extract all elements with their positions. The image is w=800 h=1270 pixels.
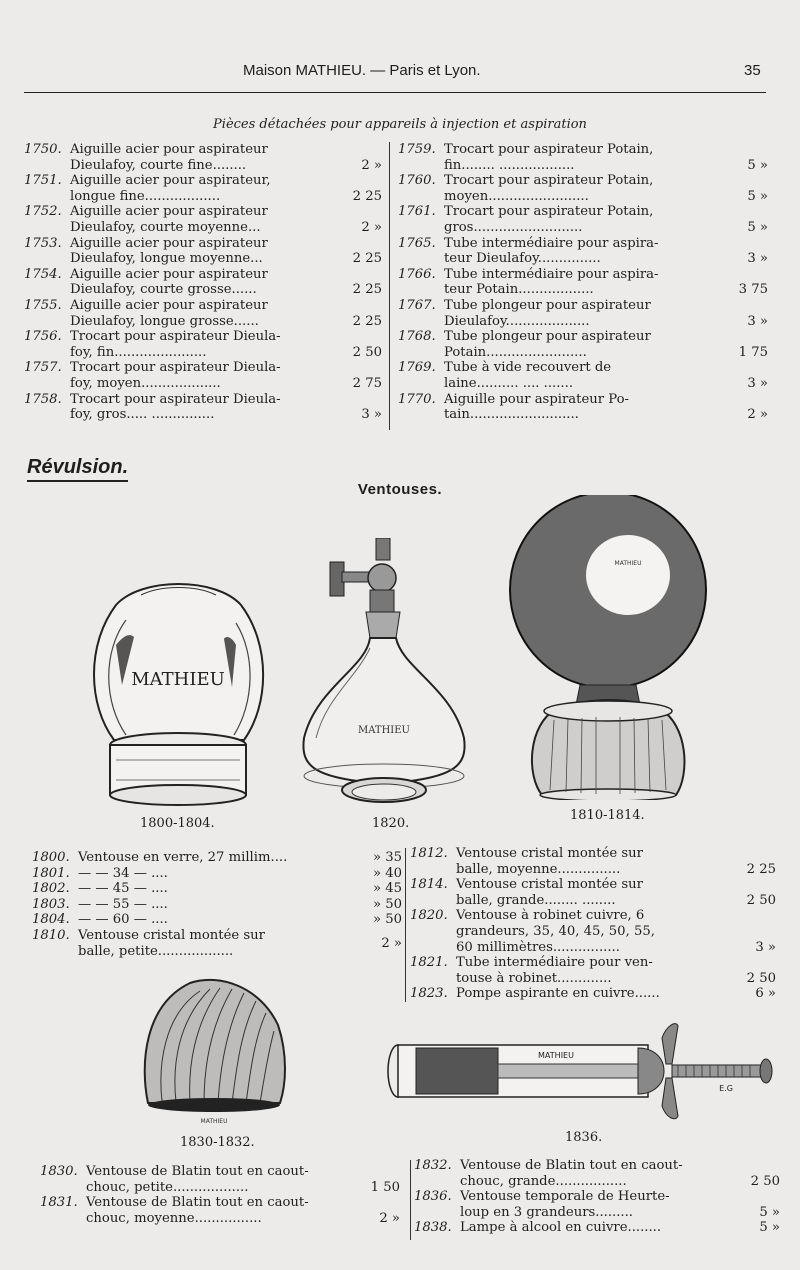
item-description-line: Tube plongeur pour aspirateur: [444, 329, 651, 345]
item-description: [70, 329, 326, 360]
item-price: » 50: [372, 896, 402, 912]
item-description-line: Pompe aspirante en cuivre......: [456, 986, 660, 1002]
caption-1810-1814: 1810-1814.: [570, 808, 645, 823]
item-price: 3 »: [747, 375, 768, 391]
item-number: 1750.: [24, 142, 62, 157]
caption-1830-1832: 1830-1832.: [180, 1135, 255, 1150]
item-number: 1832.: [414, 1158, 452, 1173]
item-description: [78, 928, 338, 959]
item-description: [444, 267, 700, 298]
item-number: 1836.: [414, 1189, 452, 1205]
item-price: 1 75: [738, 344, 768, 360]
item-price: 2 50: [746, 970, 776, 986]
item-price: 2 »: [361, 157, 382, 173]
item-description-line: Dieulafoy, longue grosse......: [70, 313, 259, 329]
item-description-line: Aiguille acier pour aspirateur: [70, 266, 268, 282]
item-description-line: Tube plongeur pour aspirateur: [444, 297, 651, 313]
item-description-line: Dieulafoy, courte fine........: [70, 157, 247, 173]
item-description-line: — — 45 — ....: [78, 881, 168, 897]
ventouses-heading: Ventouses.: [357, 481, 443, 498]
catalog-entry: [398, 173, 768, 204]
item-number: 1768.: [398, 329, 436, 345]
item-number: 1769.: [398, 360, 436, 376]
catalog-entry: [414, 1158, 780, 1189]
caption-1836: 1836.: [565, 1130, 603, 1145]
item-description: [444, 392, 700, 423]
page-number: 35: [744, 62, 761, 79]
catalog-entry: [24, 360, 382, 391]
item-description-line: Tube intermédiaire pour aspira-: [444, 266, 659, 282]
item-description: [78, 850, 338, 866]
item-description-line: laine.......... .... .......: [444, 375, 574, 391]
item-description: [78, 912, 338, 928]
item-description: [460, 1189, 716, 1220]
item-number: 1802.: [32, 881, 70, 897]
ball-cup-illustration: [500, 495, 720, 800]
item-description-line: longue fine..................: [70, 188, 221, 204]
item-price: 3 »: [361, 407, 382, 423]
injection-left-column: [24, 142, 382, 423]
item-description-line: Dieulafoy, courte moyenne...: [70, 219, 261, 235]
item-number: 1831.: [40, 1195, 78, 1211]
item-description-line: Aiguille acier pour aspirateur: [70, 235, 268, 251]
item-description-line: grandeurs, 35, 40, 45, 50, 55,: [456, 923, 655, 939]
catalog-entry: [24, 392, 382, 423]
item-description-line: chouc, grande.................: [460, 1173, 627, 1189]
item-description-line: Dieulafoy, courte grosse......: [70, 282, 257, 298]
item-number: 1820.: [410, 908, 448, 924]
tap-cup-brand-text: MATHIEU: [358, 725, 410, 736]
catalog-entry: [414, 1220, 780, 1236]
blatin-right-list: [414, 1158, 780, 1236]
item-description-line: loup en 3 grandeurs.........: [460, 1204, 633, 1220]
caption-1800-1804: 1800-1804.: [140, 816, 215, 831]
item-description: [444, 173, 700, 204]
item-description-line: Ventouse cristal montée sur: [456, 846, 643, 861]
item-number: 1823.: [410, 986, 448, 1002]
item-description-line: foy, fin......................: [70, 344, 207, 360]
item-description: [456, 846, 712, 877]
item-price: 2 25: [352, 251, 382, 267]
item-price: 2 25: [746, 861, 776, 877]
item-number: 1757.: [24, 360, 62, 376]
item-description-line: Ventouse en verre, 27 millim....: [78, 850, 288, 865]
item-number: 1756.: [24, 329, 62, 345]
item-description-line: balle, grande........ ........: [456, 892, 616, 908]
tap-cup-illustration: [296, 538, 472, 806]
item-price: 2 75: [352, 375, 382, 391]
item-description-line: Potain........................: [444, 344, 587, 360]
ventouses-right-list: [410, 846, 776, 1002]
catalog-entry: [32, 850, 402, 866]
item-description-line: Ventouse de Blatin tout en caout-: [86, 1195, 309, 1211]
blatin-cup-illustration: [140, 975, 290, 1125]
item-number: 1760.: [398, 173, 436, 189]
heurteloup-syringe-illustration: [386, 1018, 778, 1128]
item-price: 2 »: [747, 407, 768, 423]
item-price: 3 »: [747, 251, 768, 267]
item-description: [78, 866, 338, 882]
injection-right-column: [398, 142, 768, 423]
catalog-entry: [398, 236, 768, 267]
catalog-entry: [410, 877, 776, 908]
item-description-line: Trocart pour aspirateur Dieula-: [70, 360, 281, 376]
blatin-left-list: [40, 1164, 400, 1226]
item-number: 1751.: [24, 173, 62, 189]
catalog-entry: [398, 392, 768, 423]
item-number: 1766.: [398, 266, 436, 282]
item-price: 2 25: [352, 282, 382, 298]
catalog-entry: [398, 142, 768, 173]
item-number: 1758.: [24, 391, 62, 407]
item-description: [460, 1220, 716, 1236]
item-description-line: teur Potain..................: [444, 282, 594, 298]
section-subtitle: Pièces détachées pour appareils à injection et aspiration: [213, 117, 587, 132]
item-number: 1754.: [24, 266, 62, 282]
item-description-line: Ventouse cristal montée sur: [456, 877, 643, 893]
item-number: 1814.: [410, 877, 448, 893]
item-price: 5 »: [759, 1220, 780, 1236]
catalog-entry: [24, 329, 382, 360]
item-description: [78, 897, 338, 913]
item-description-line: Trocart pour aspirateur Dieula-: [70, 329, 281, 345]
item-description-line: balle, moyenne...............: [456, 861, 621, 877]
item-description: [70, 173, 326, 204]
item-description-line: Aiguille acier pour aspirateur,: [70, 173, 271, 189]
item-price: » 40: [372, 865, 402, 881]
item-description: [444, 142, 700, 173]
catalog-entry: [410, 846, 776, 877]
catalog-entry: [398, 329, 768, 360]
item-description-line: tain..........................: [444, 407, 579, 423]
catalog-entry: [24, 267, 382, 298]
item-description-line: Ventouse de Blatin tout en caout-: [86, 1164, 309, 1179]
item-price: 2 »: [381, 935, 402, 951]
catalog-entry: [32, 928, 402, 959]
item-price: 2 50: [352, 344, 382, 360]
catalog-entry: [32, 912, 402, 928]
item-price: 2 25: [352, 188, 382, 204]
item-description: [456, 986, 712, 1002]
item-description: [70, 360, 326, 391]
item-number: 1770.: [398, 391, 436, 407]
page-header: [0, 62, 800, 86]
item-description: [70, 142, 326, 173]
item-description-line: teur Dieulafoy...............: [444, 251, 601, 267]
catalog-entry: [24, 298, 382, 329]
item-description-line: Aiguille acier pour aspirateur: [70, 297, 268, 313]
item-description-line: foy, moyen...................: [70, 375, 221, 391]
item-number: 1804.: [32, 912, 70, 928]
ventouses-left-list: [32, 850, 402, 959]
item-description: [460, 1158, 716, 1189]
item-price: 2 »: [379, 1210, 400, 1226]
item-description-line: Ventouse cristal montée sur: [78, 927, 265, 943]
item-number: 1830.: [40, 1164, 78, 1179]
item-description-line: fin........ ..................: [444, 157, 575, 173]
item-price: 5 »: [759, 1204, 780, 1220]
item-description-line: Dieulafoy....................: [444, 313, 590, 329]
item-description-line: chouc, petite..................: [86, 1179, 249, 1195]
item-description: [444, 236, 700, 267]
item-description: [70, 204, 326, 235]
catalog-entry: [398, 204, 768, 235]
item-description-line: Lampe à alcool en cuivre........: [460, 1220, 662, 1236]
item-price: 2 50: [746, 892, 776, 908]
catalog-entry: [40, 1195, 400, 1226]
catalog-entry: [32, 881, 402, 897]
item-price: 1 50: [370, 1179, 400, 1195]
item-description-line: — — 34 — ....: [78, 865, 168, 881]
cup-brand-text: MATHIEU: [131, 669, 225, 690]
item-description-line: balle, petite..................: [78, 943, 234, 959]
item-description-line: foy, gros..... ...............: [70, 407, 215, 423]
catalog-entry: [32, 897, 402, 913]
item-description-line: Tube intermédiaire pour ven-: [456, 955, 653, 971]
item-price: 5 »: [747, 188, 768, 204]
section-heading-revulsion: Révulsion.: [27, 456, 128, 482]
item-description-line: Ventouse de Blatin tout en caout-: [460, 1158, 683, 1173]
catalog-entry: [410, 986, 776, 1002]
engraver-signature: E.G: [719, 1084, 733, 1093]
item-description: [456, 877, 712, 908]
syringe-brand-text: MATHIEU: [538, 1051, 574, 1060]
item-description: [70, 236, 326, 267]
item-description: [70, 392, 326, 423]
item-price: 2 25: [352, 313, 382, 329]
item-price: 6 »: [755, 986, 776, 1002]
item-description-line: Trocart pour aspirateur Potain,: [444, 173, 654, 189]
item-number: 1801.: [32, 865, 70, 881]
item-description-line: gros..........................: [444, 219, 583, 235]
catalog-entry: [398, 360, 768, 391]
blatin-brand-text: MATHIEU: [200, 1118, 228, 1125]
catalog-entry: [410, 955, 776, 986]
item-description-line: Dieulafoy, longue moyenne...: [70, 251, 263, 267]
header-title: Maison MATHIEU. — Paris et Lyon.: [243, 62, 481, 79]
catalog-entry: [414, 1189, 780, 1220]
item-price: 5 »: [747, 219, 768, 235]
item-number: 1810.: [32, 927, 70, 943]
item-description-line: — — 60 — ....: [78, 912, 168, 928]
item-description-line: Aiguille acier pour aspirateur: [70, 142, 268, 157]
item-number: 1752.: [24, 204, 62, 220]
item-number: 1838.: [414, 1220, 452, 1236]
item-description: [456, 955, 712, 986]
item-description-line: Ventouse temporale de Heurte-: [460, 1189, 670, 1205]
column-divider-3: [410, 1160, 411, 1240]
caption-1820: 1820.: [372, 816, 410, 831]
item-number: 1803.: [32, 896, 70, 912]
item-description-line: — — 55 — ....: [78, 896, 168, 912]
ball-brand-text: MATHIEU: [614, 560, 642, 567]
catalog-entry: [40, 1164, 400, 1195]
item-description-line: Tube à vide recouvert de: [444, 360, 612, 376]
item-description-line: Ventouse à robinet cuivre, 6: [456, 908, 645, 924]
item-description: [444, 298, 700, 329]
item-number: 1755.: [24, 297, 62, 313]
column-divider: [389, 142, 390, 430]
item-description: [70, 267, 326, 298]
catalog-entry: [398, 267, 768, 298]
item-price: » 50: [372, 912, 402, 928]
catalog-entry: [24, 204, 382, 235]
item-number: 1800.: [32, 850, 70, 865]
item-price: » 45: [372, 881, 402, 897]
item-price: 3 75: [738, 282, 768, 298]
item-description-line: moyen........................: [444, 188, 589, 204]
item-number: 1821.: [410, 955, 448, 971]
catalog-entry: [410, 908, 776, 955]
item-description: [444, 204, 700, 235]
item-description: [444, 360, 700, 391]
item-price: » 35: [372, 850, 402, 865]
item-description-line: Aiguille acier pour aspirateur: [70, 204, 268, 220]
catalog-entry: [398, 298, 768, 329]
item-number: 1765.: [398, 235, 436, 251]
item-price: 2 50: [750, 1173, 780, 1189]
catalog-entry: [24, 173, 382, 204]
item-number: 1761.: [398, 204, 436, 220]
item-description-line: touse à robinet.............: [456, 970, 612, 986]
catalog-entry: [24, 142, 382, 173]
item-description-line: 60 millimètres................: [456, 939, 620, 955]
item-price: 5 »: [747, 157, 768, 173]
item-description: [86, 1164, 342, 1195]
item-description: [78, 881, 338, 897]
catalog-entry: [24, 236, 382, 267]
item-description-line: Tube intermédiaire pour aspira-: [444, 235, 659, 251]
item-number: 1759.: [398, 142, 436, 157]
header-rule: [24, 92, 766, 93]
catalog-entry: [32, 866, 402, 882]
item-description: [444, 329, 700, 360]
item-number: 1812.: [410, 846, 448, 861]
item-description-line: Trocart pour aspirateur Potain,: [444, 142, 654, 157]
item-description: [456, 908, 712, 955]
item-description-line: Trocart pour aspirateur Potain,: [444, 204, 654, 220]
glass-cup-illustration: [86, 575, 271, 810]
item-description-line: Trocart pour aspirateur Dieula-: [70, 391, 281, 407]
item-price: 3 »: [747, 313, 768, 329]
item-price: 2 »: [361, 219, 382, 235]
column-divider-2: [405, 848, 406, 1002]
item-number: 1753.: [24, 235, 62, 251]
item-description: [70, 298, 326, 329]
item-description: [86, 1195, 342, 1226]
item-number: 1767.: [398, 297, 436, 313]
item-description-line: Aiguille pour aspirateur Po-: [444, 391, 629, 407]
item-price: 3 »: [755, 939, 776, 955]
item-description-line: chouc, moyenne................: [86, 1210, 262, 1226]
